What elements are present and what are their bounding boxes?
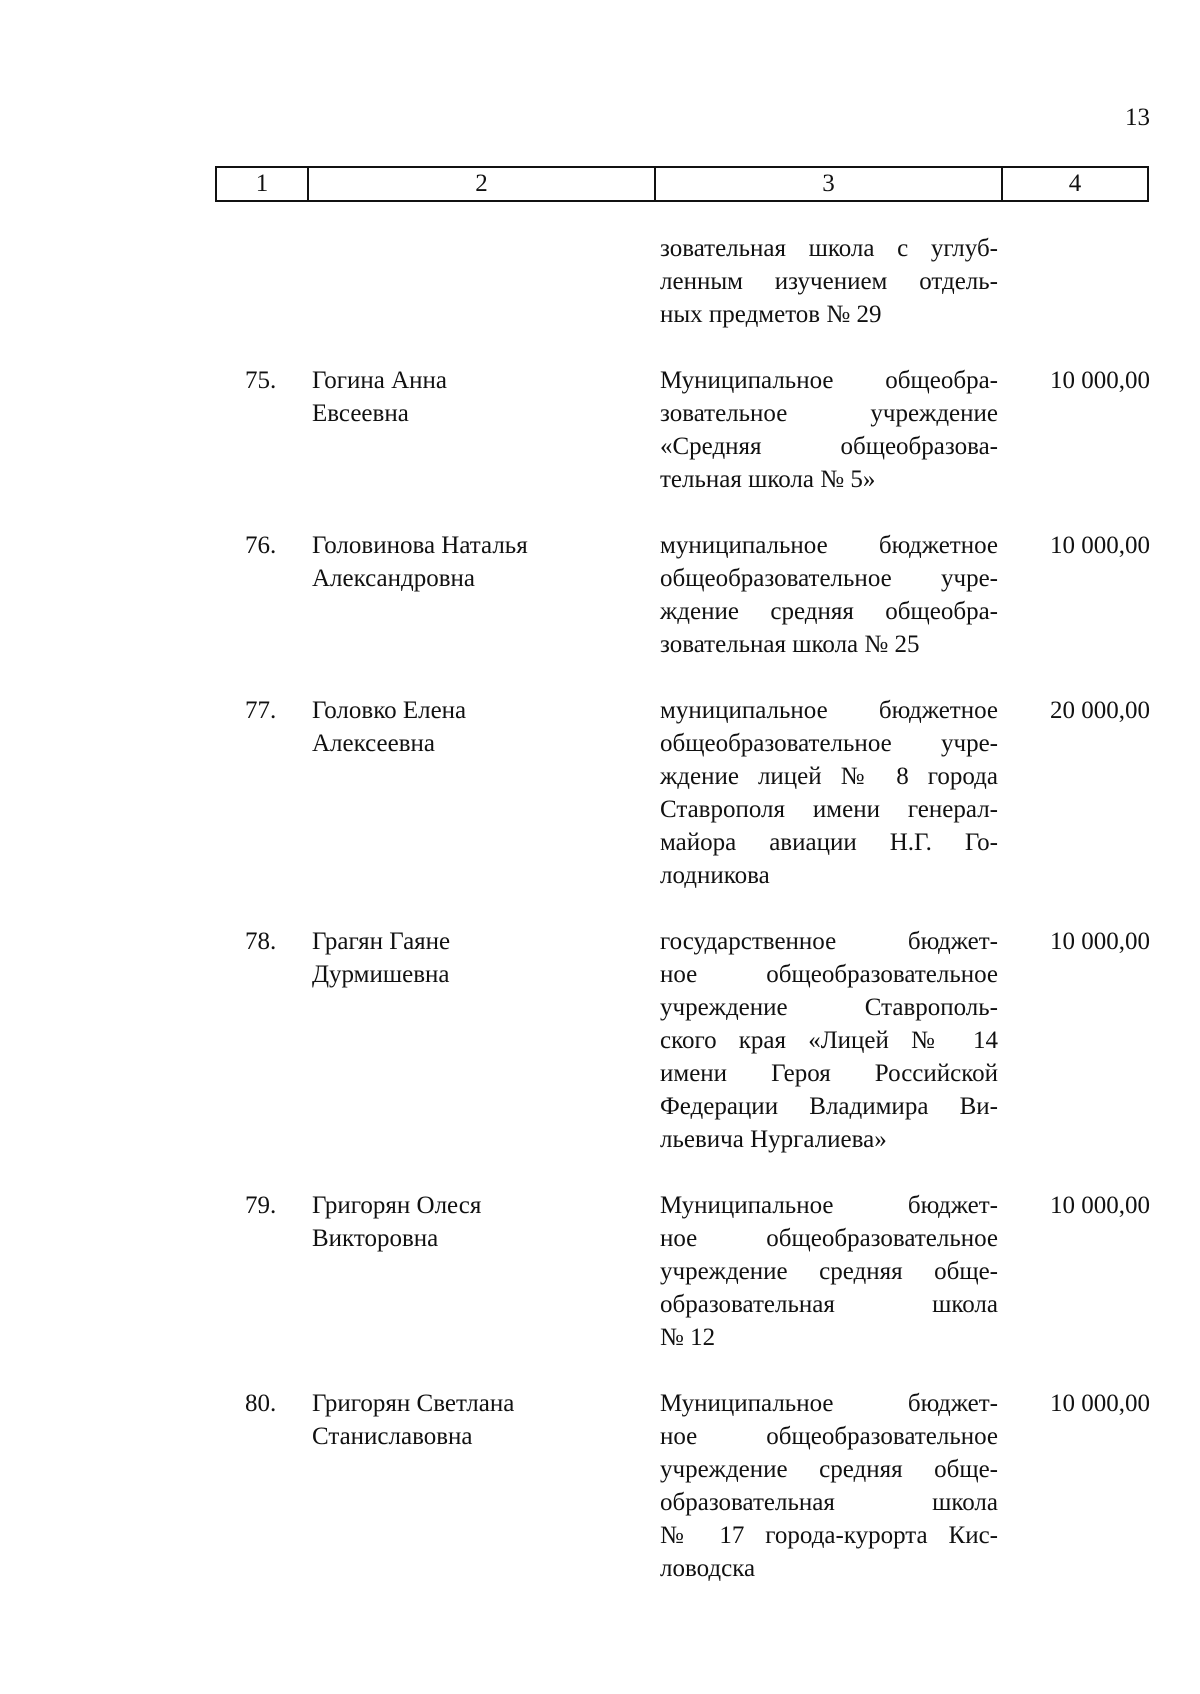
institution-line: зовательная школа с углуб- xyxy=(660,235,998,262)
institution-line: Муниципальное бюджет- xyxy=(660,1192,998,1219)
amount-cell: 10 000,00 xyxy=(1050,928,1150,955)
person-name-line: Григорян Олеся xyxy=(312,1192,482,1219)
institution-cell xyxy=(660,925,998,1156)
institution-line: зовательное учреждение xyxy=(660,400,998,427)
institution-line: муниципальное бюджетное xyxy=(660,532,998,559)
person-name-line: Станиславовна xyxy=(312,1423,473,1450)
institution-line: № 17 города-курорта Кис- xyxy=(660,1522,998,1549)
institution-line: ное общеобразовательное xyxy=(660,961,998,988)
institution-line: майора авиации Н.Г. Го- xyxy=(660,829,998,856)
institution-line: тельная школа № 5» xyxy=(660,466,876,493)
entries-list xyxy=(0,364,1200,1585)
institution-line: ных предметов № 29 xyxy=(660,301,882,328)
table-row xyxy=(0,1189,1200,1354)
institution-line: ского края «Лицей № 14 xyxy=(660,1027,998,1054)
person-name-line: Головко Елена xyxy=(312,697,467,724)
institution-line: учреждение средняя обще- xyxy=(660,1258,998,1285)
institution-line: Муниципальное бюджет- xyxy=(660,1390,998,1417)
institution-line: № 12 xyxy=(660,1324,716,1351)
column-header-1: 1 xyxy=(255,170,269,197)
person-name-cell xyxy=(312,364,612,430)
institution-cell xyxy=(660,1387,998,1585)
row-number: 76. xyxy=(245,532,277,559)
amount-cell: 10 000,00 xyxy=(1050,1192,1150,1219)
person-name-line: Александровна xyxy=(312,565,476,592)
institution-line: учреждение Ставрополь- xyxy=(660,994,998,1021)
institution-line: муниципальное бюджетное xyxy=(660,697,998,724)
amount-cell: 10 000,00 xyxy=(1050,367,1150,394)
institution-line: лодникова xyxy=(660,862,770,889)
person-name-cell xyxy=(312,1387,612,1453)
table-row xyxy=(0,925,1200,1156)
person-name-line: Гогина Анна xyxy=(312,367,448,394)
person-name-line: Головинова Наталья xyxy=(312,532,528,559)
institution-line: ленным изучением отдель- xyxy=(660,268,998,295)
column-header-4: 4 xyxy=(1001,168,1147,200)
institution-line: ждение лицей № 8 города xyxy=(660,763,998,790)
institution-cell xyxy=(660,529,998,661)
table-row xyxy=(0,694,1200,892)
amount-cell: 20 000,00 xyxy=(1050,697,1150,724)
row-number: 80. xyxy=(245,1390,277,1417)
person-name-line: Дурмишевна xyxy=(312,961,450,988)
institution-line: зовательная школа № 25 xyxy=(660,631,920,658)
person-name-cell xyxy=(312,925,612,991)
person-name-cell xyxy=(312,694,612,760)
person-name-cell xyxy=(312,1189,612,1255)
row-number: 77. xyxy=(245,697,277,724)
institution-line: Ставрополя имени генерал- xyxy=(660,796,998,823)
continuation-row xyxy=(0,232,1200,331)
row-number: 78. xyxy=(245,928,277,955)
table-body xyxy=(0,232,1200,1618)
page-number: 13 xyxy=(1125,104,1150,131)
institution-line: Муниципальное общеобра- xyxy=(660,367,998,394)
amount-cell: 10 000,00 xyxy=(1050,532,1150,559)
person-name-line: Григорян Светлана xyxy=(312,1390,515,1417)
table-row xyxy=(0,529,1200,661)
institution-line: учреждение средняя обще- xyxy=(660,1456,998,1483)
institution-cell xyxy=(660,232,998,331)
table-row xyxy=(0,1387,1200,1585)
institution-cell xyxy=(660,694,998,892)
column-header-3: 3 xyxy=(654,168,1001,200)
institution-line: общеобразовательное учре- xyxy=(660,730,998,757)
column-header-table xyxy=(215,166,1149,202)
institution-line: «Средняя общеобразова- xyxy=(660,433,998,460)
institution-cell xyxy=(660,1189,998,1354)
institution-line: Федерации Владимира Ви- xyxy=(660,1093,998,1120)
person-name-line: Викторовна xyxy=(312,1225,439,1252)
institution-line: ловодска xyxy=(660,1555,756,1582)
institution-line: общеобразовательное учре- xyxy=(660,565,998,592)
column-header-2: 2 xyxy=(307,168,654,200)
person-name-line: Евсеевна xyxy=(312,400,409,427)
institution-line: имени Героя Российской xyxy=(660,1060,998,1087)
row-number: 79. xyxy=(245,1192,277,1219)
row-number: 75. xyxy=(245,367,277,394)
table-row xyxy=(0,364,1200,496)
institution-line: ное общеобразовательное xyxy=(660,1423,998,1450)
amount-cell: 10 000,00 xyxy=(1050,1390,1150,1417)
institution-line: государственное бюджет- xyxy=(660,928,998,955)
institution-line: образовательная школа xyxy=(660,1489,998,1516)
person-name-cell xyxy=(312,529,612,595)
institution-line: льевича Нургалиева» xyxy=(660,1126,887,1153)
institution-cell xyxy=(660,364,998,496)
person-name-line: Грагян Гаяне xyxy=(312,928,451,955)
institution-line: ное общеобразовательное xyxy=(660,1225,998,1252)
institution-line: ждение средняя общеобра- xyxy=(660,598,998,625)
person-name-line: Алексеевна xyxy=(312,730,436,757)
institution-line: образовательная школа xyxy=(660,1291,998,1318)
